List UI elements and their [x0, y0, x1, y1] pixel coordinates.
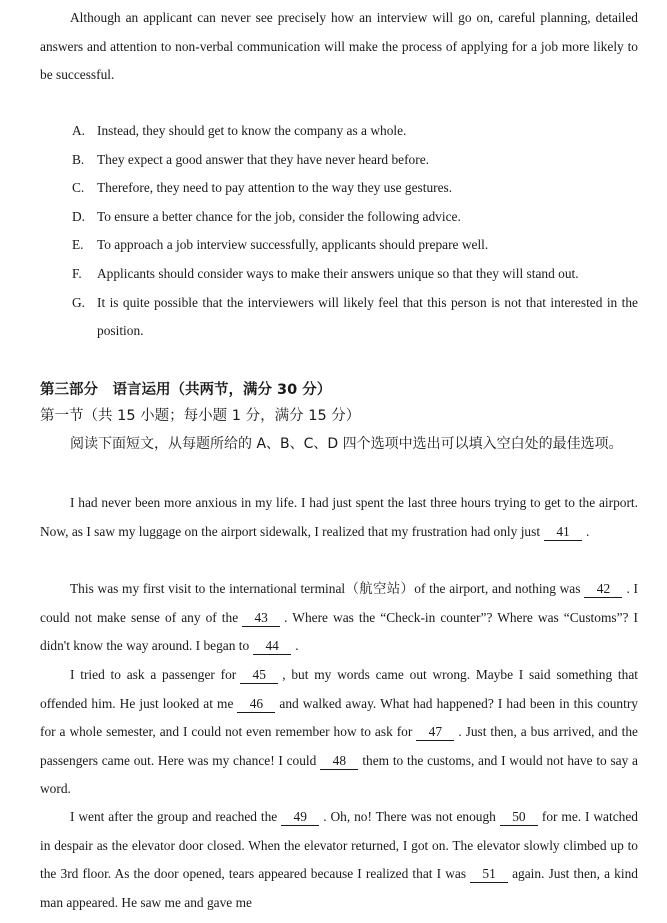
option-b — [72, 146, 638, 175]
option-letter: A. — [72, 123, 86, 138]
passage-text: This was my first visit to the international terminal（航空站）of the airport, and nothing was — [70, 581, 581, 596]
intro-paragraph: Although an applicant can never see precisely how an interview will go on, careful planning, detailed answers and attention to non-verbal communication will make the process of applying for a job more likely to be successful. — [40, 10, 638, 83]
subsection-title: 第一节（共 15 小题；每小题 1 分，满分 15 分） — [40, 408, 361, 424]
instruction-text: 阅读下面短文，从每题所给的 A、B、C、D 四个选项中选出可以填入空白处的最佳选项。 — [70, 436, 623, 452]
passage-text: for me. I watched in despair as the elevator door closed. When the elevator returned, I got on. The elevator slowly climbed up to the 3rd floor. As the door opened, tears appeared because I realized that I was — [40, 809, 638, 882]
blank-45: 45 — [240, 667, 278, 684]
options-list — [72, 117, 638, 346]
option-f — [72, 260, 638, 289]
option-letter: D. — [72, 208, 86, 224]
passage-text: I tried to ask a passenger for — [70, 667, 237, 682]
passage-text: . Oh, no! There was not enough — [323, 809, 496, 824]
option-d — [72, 203, 638, 232]
blank-49: 49 — [281, 809, 319, 826]
blank-48: 48 — [320, 753, 358, 770]
blank-44: 44 — [253, 638, 291, 655]
passage-paragraph-2 — [40, 575, 638, 661]
passage-text: , but my words came out wrong. Maybe I said something that offended him. He just looked at me — [40, 667, 638, 711]
blank-41: 41 — [544, 524, 582, 541]
blank-47: 47 — [416, 724, 454, 741]
passage-text: . Where was the “Check-in counter”? Where was “Customs”? I didn't know the way around. I began to — [40, 609, 638, 654]
section-title: 第三部分 语言运用（共两节，满分 30 分） — [40, 382, 332, 398]
option-letter: G. — [72, 294, 86, 310]
passage-text: . I could not make sense of any of the — [40, 581, 638, 625]
passage-text: I went after the group and reached the — [70, 809, 278, 824]
option-e — [72, 231, 638, 260]
option-text: It is quite possible that the interviewers will likely feel that this person is not that interested in the position. — [97, 294, 638, 339]
option-letter: E. — [72, 237, 84, 253]
blank-46: 46 — [237, 696, 275, 713]
blank-42: 42 — [584, 581, 622, 598]
blank-43: 43 — [242, 610, 280, 627]
passage-text: . — [586, 523, 590, 539]
option-text: To ensure a better chance for the job, consider the following advice. — [97, 208, 461, 224]
option-g — [72, 289, 638, 346]
option-text: Instead, they should get to know the company as a whole. — [97, 123, 407, 138]
passage-paragraph-1 — [40, 489, 638, 546]
passage-text: . Just then, a bus arrived, and the passengers came out. Here was my chance! I could — [40, 724, 639, 768]
option-text: They expect a good answer that they have never heard before. — [97, 151, 430, 167]
blank-51: 51 — [470, 866, 508, 883]
passage-text: . — [295, 638, 299, 654]
option-letter: B. — [72, 151, 85, 167]
option-text: Therefore, they need to pay attention to the way they use gestures. — [97, 180, 453, 196]
option-text: To approach a job interview successfully, applicants should prepare well. — [97, 237, 489, 253]
passage-paragraph-4 — [40, 803, 638, 917]
option-letter: C. — [72, 180, 85, 196]
option-letter: F. — [72, 265, 82, 281]
passage-text: them to the customs, and I would not have to say a word. — [40, 752, 638, 797]
passage-text: and walked away. What had happened? I had been in this country for a whole semester, and I could not even remember how to ask for — [40, 695, 638, 740]
option-text: Applicants should consider ways to make their answers unique so that they will stand out. — [97, 265, 579, 281]
blank-50: 50 — [500, 809, 538, 826]
option-a — [72, 117, 638, 146]
passage-text: again. Just then, a kind man appeared. He saw me and gave me — [40, 866, 638, 910]
passage-text: I had never been more anxious in my life. I had just spent the last three hours trying to get to the airport. Now, as I saw my luggage on the airport sidewalk, I realized that my frustration had only just — [40, 495, 638, 539]
passage-paragraph-3 — [40, 661, 638, 804]
option-c — [72, 174, 638, 203]
